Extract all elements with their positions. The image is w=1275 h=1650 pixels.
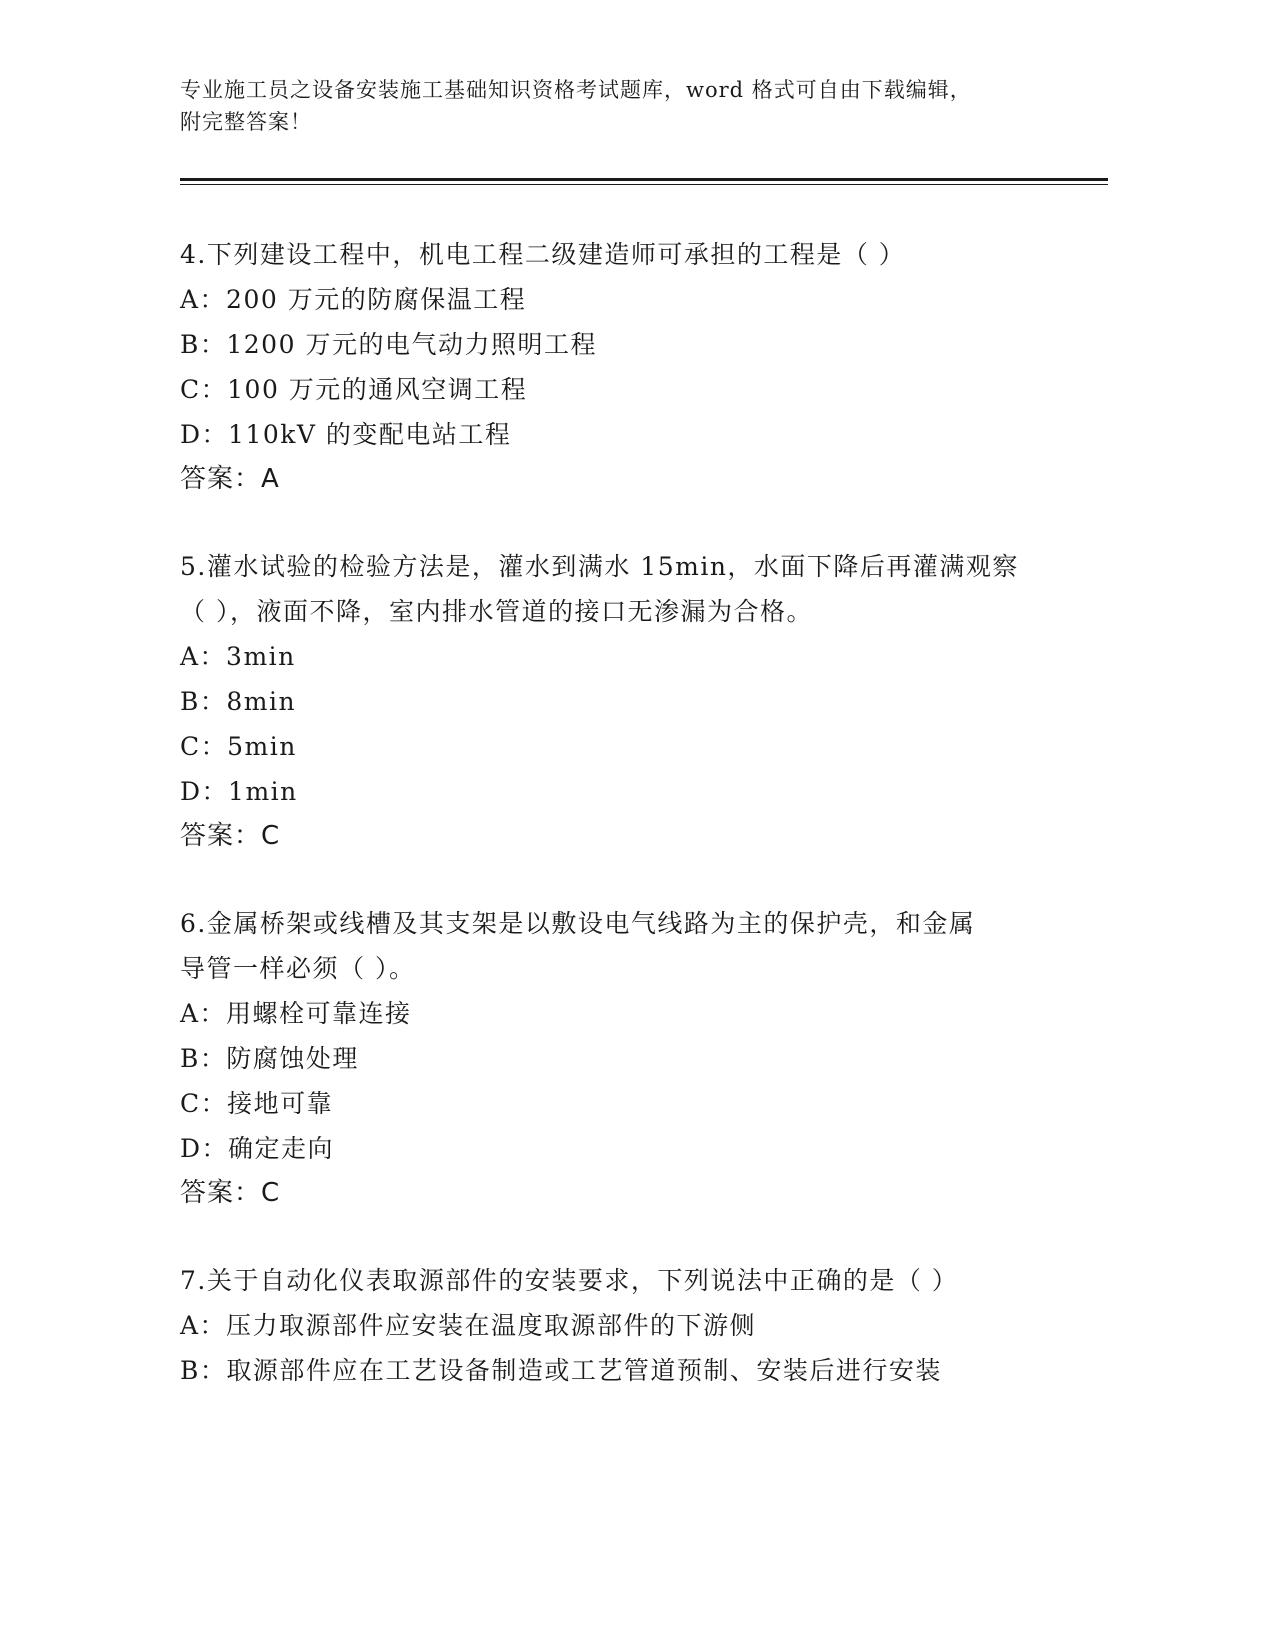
question-stem (180, 901, 1080, 991)
option-a: A：用螺栓可靠连接 (180, 999, 412, 1028)
option-a: A：200 万元的防腐保温工程 (180, 285, 527, 314)
question-stem-line: 7.关于自动化仪表取源部件的安装要求，下列说法中正确的是（ ） (180, 1266, 959, 1295)
header-divider-thick (180, 178, 1108, 181)
question-stem (180, 544, 1080, 634)
question-4 (180, 232, 1080, 502)
question-stem (180, 1258, 1080, 1303)
option-b: B：取源部件应在工艺设备制造或工艺管道预制、安装后进行安装 (180, 1356, 942, 1385)
header-divider-thin (180, 184, 1108, 185)
option-c: C：接地可靠 (180, 1089, 334, 1118)
question-stem-line: 6.金属桥架或线槽及其支架是以敷设电气线路为主的保护壳，和金属 (180, 909, 976, 938)
option-b: B：防腐蚀处理 (180, 1044, 359, 1073)
option-c: C：5min (180, 732, 297, 761)
document-header (180, 74, 1060, 138)
option-b: B：8min (180, 687, 297, 716)
option-c: C：100 万元的通风空调工程 (180, 375, 528, 404)
question-stem-line: 4.下列建设工程中，机电工程二级建造师可承担的工程是（ ） (180, 240, 906, 269)
question-7 (180, 1258, 1080, 1393)
question-stem (180, 232, 1080, 277)
option-a: A：压力取源部件应安装在温度取源部件的下游侧 (180, 1311, 757, 1340)
header-line-2: 附完整答案！ (180, 110, 312, 134)
option-d: D：110kV 的变配电站工程 (180, 420, 512, 449)
option-d: D：1min (180, 777, 298, 806)
question-stem-line: 导管一样必须（ ）。 (180, 954, 416, 983)
answer: 答案：C (180, 821, 281, 851)
header-line-1: 专业施工员之设备安装施工基础知识资格考试题库，word 格式可自由下载编辑， (180, 78, 972, 102)
question-stem-line: （ ），液面不降，室内排水管道的接口无渗漏为合格。 (180, 597, 813, 626)
answer: 答案：A (180, 464, 280, 494)
question-6 (180, 901, 1080, 1216)
option-b: B：1200 万元的电气动力照明工程 (180, 330, 597, 359)
question-5 (180, 544, 1080, 859)
question-stem-line: 5.灌水试验的检验方法是，灌水到满水 15min，水面下降后再灌满观察 (180, 552, 1019, 581)
answer: 答案：C (180, 1178, 281, 1208)
option-a: A：3min (180, 642, 296, 671)
option-d: D：确定走向 (180, 1134, 335, 1163)
question-list (180, 232, 1080, 1435)
